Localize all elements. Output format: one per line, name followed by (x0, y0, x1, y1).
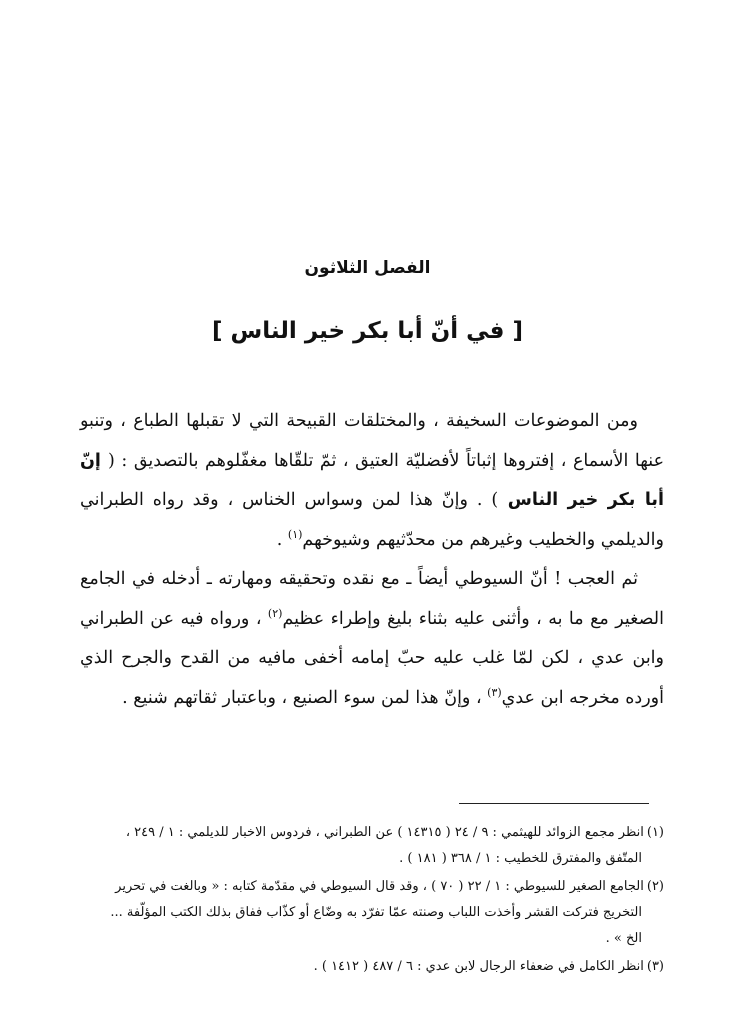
footnote-text: انظر مجمع الزوائد للهيثمي : ٩ / ٢٤ ( ١٤٣١٥ ) عن الطبراني ، فردوس الاخبار للديلمي : ١ / ٢٤٩ ، (125, 825, 644, 840)
footnote-number: (٢) (646, 879, 664, 894)
quoted-hadith: إنّ أبا بكر خير الناس (80, 450, 664, 510)
footnote-text: التخريج فتركت القشر وأخذت اللباب وصنته عمّا تفرّد به وضّاع أو كذّاب ففاق بذلك الكتب المؤلّفة ... (110, 905, 642, 920)
paragraph-2-text-c: ، وإنّ هذا لمن سوء الصنيع ، وباعتبار ثقاتهم شنيع . (122, 687, 488, 708)
footnote-text: الخ » . (605, 931, 642, 946)
footnote-number: (٣) (646, 959, 664, 974)
paragraph-1 (80, 402, 664, 560)
paragraph-2 (80, 560, 664, 718)
footnote-ref-3[interactable]: (٣) (487, 685, 502, 699)
paragraph-1-text-a: ومن الموضوعات السخيفة ، والمختلقات القبيحة التي لا تقبلها الطباع ، وتنبو عنها الأسماع ، إفتروها إثباتاً لأفضليّة العتيق ، ثمّ تلقّاها مغفّلوهم بالتصديق : ( (80, 411, 665, 471)
footnote-number: (١) (646, 825, 664, 840)
chapter-title: [ في أنّ أبا بكر خير الناس ] (212, 318, 523, 344)
footnote-text: انظر الكامل في ضعفاء الرجال لابن عدي : ٦ / ٤٨٧ ( ١٤١٢ ) . (313, 959, 644, 974)
footnote-text: المتّفق والمفترق للخطيب : ١ / ٣٦٨ ( ١٨١ ) . (399, 851, 642, 866)
footnote-2 (80, 874, 664, 952)
footnote-text: الجامع الصغير للسيوطي : ١ / ٢٢ ( ٧٠ ) ، وقد قال السيوطي في مقدّمة كتابه : « وبالغت في تحرير (115, 879, 644, 894)
paragraph-2-text-b: ، ورواه فيه عن الطبراني وابن عدي ، لكن لمّا غلب عليه حبّ إمامه أخفى مافيه من القدح والجرح الذي أورده مخرجه ابن عدي (80, 608, 664, 708)
footnote-separator (459, 803, 649, 804)
chapter-label: الفصل الثلاثون (304, 258, 431, 278)
body-text (80, 402, 664, 718)
footnote-ref-2[interactable]: (٢) (267, 606, 283, 620)
footnote-3 (80, 954, 664, 980)
footnote-ref-1[interactable]: (١) (287, 527, 303, 541)
paragraph-2-text-a: ثم العجب ! أنّ السيوطي أيضاً ـ مع نقده وتحقيقه ومهارته ـ أدخله في الجامع الصغير مع ما به ، وأثنى عليه بثناء بليغ وإطراء عظيم (80, 569, 664, 629)
paragraph-1-end: . (276, 529, 288, 550)
footnotes (80, 820, 664, 982)
paragraph-1-text-b: ) . وإنّ هذا لمن وسواس الخناس ، وقد رواه الطبراني والديلمي والخطيب وغيرهم من محدّثيهم وشيوخهم (80, 490, 664, 550)
footnote-1 (80, 820, 664, 872)
